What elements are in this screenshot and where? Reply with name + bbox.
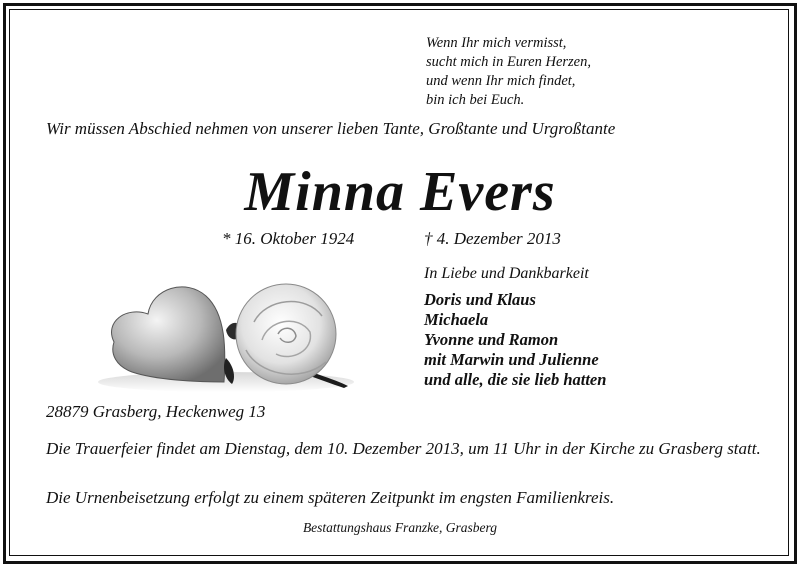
intro-text: Wir müssen Abschied nehmen von unserer lieben Tante, Großtante und Urgroßtante: [46, 119, 616, 138]
poem: [426, 34, 591, 110]
heart-and-rose-illustration: [86, 270, 356, 398]
mourner-line: Doris und Klaus: [424, 290, 536, 309]
mourner-line: Michaela: [424, 310, 489, 329]
mourner-line: Yvonne und Ramon: [424, 330, 559, 349]
mourner-line: und alle, die sie lieb hatten: [424, 370, 607, 389]
gratitude-line: In Liebe und Dankbarkeit: [424, 265, 589, 282]
birth-date: * 16. Oktober 1924: [222, 229, 355, 248]
poem-line: Wenn Ihr mich vermisst,: [426, 35, 567, 51]
mourners-list: [424, 290, 606, 390]
undertaker-credit: Bestattungshaus Franzke, Grasberg: [302, 520, 498, 535]
rose-bloom: [236, 284, 336, 384]
poem-line: sucht mich in Euren Herzen,: [426, 54, 591, 70]
poem-line: bin ich bei Euch.: [426, 92, 525, 108]
mourner-line: mit Marwin und Julienne: [424, 350, 599, 369]
poem-line: und wenn Ihr mich findet,: [426, 73, 576, 89]
funeral-notice: Die Trauerfeier findet am Dienstag, dem 10. Dezember 2013, um 11 Uhr in der Kirche zu Grasberg statt.: [46, 439, 761, 458]
deceased-name: Minna Evers: [244, 161, 556, 223]
heart-and-rose-image: [86, 270, 356, 398]
death-date: † 4. Dezember 2013: [424, 229, 561, 248]
address: 28879 Grasberg, Heckenweg 13: [46, 402, 266, 421]
heart-shape: [112, 287, 225, 382]
urn-notice: Die Urnenbeisetzung erfolgt zu einem späteren Zeitpunkt im engsten Familienkreis.: [46, 488, 615, 507]
